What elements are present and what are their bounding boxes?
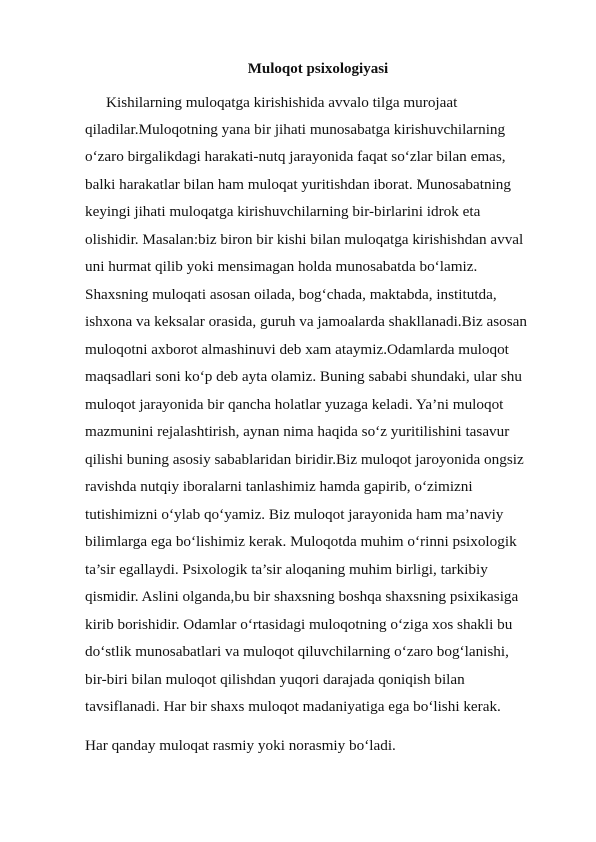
paragraph-line: mazmunini rejalashtirish, aynan nima haqida so‘z yuritilishini tasavur [85,423,510,440]
paragraph-line: o‘zaro birgalikdagi harakati-nutq jarayonida faqat so‘zlar bilan emas, [85,148,506,165]
paragraph-line: Kishilarning muloqatga kirishishida avvalo tilga murojaat [106,94,458,111]
paragraph-line: keyingi jihati muloqatga kirishuvchilarning bir-birlarini idrok eta [85,203,481,220]
document-title: Muloqot psixologiyasi [247,61,389,77]
paragraph-line: Har qanday muloqat rasmiy yoki norasmiy bo‘ladi. [85,737,396,754]
paragraph-line: qilishi buning asosiy sabablaridan biridir.Biz muloqot jaroyonida ongsiz [85,451,524,468]
paragraph-line: ravishda nutqiy iboralarni tanlashimiz hamda gapirib, o‘zimizni [85,478,473,495]
paragraph-line: bir-biri bilan muloqot qilishdan yuqori darajada qoniqish bilan [85,671,465,688]
paragraph-line: tutishimizni o‘ylab qo‘yamiz. Biz muloqot jarayonida ham ma’naviy [85,506,504,523]
paragraph-line: qismidir. Aslini olganda,bu bir shaxsning boshqa shaxsning psixikasiga [85,588,519,605]
paragraph-line: tavsiflanadi. Har bir shaxs muloqot madaniyatiga ega bo‘lishi kerak. [85,698,501,715]
paragraph-line: bilimlarga ega bo‘lishimiz kerak. Muloqotda muhim o‘rinni psixologik [85,533,517,550]
paragraph-line: kirib borishidir. Odamlar o‘rtasidagi muloqotning o‘ziga xos shakli bu [85,616,513,633]
paragraph-line: ishxona va keksalar orasida, guruh va jamoalarda shakllanadi.Biz asosan [85,313,527,330]
paragraph-line: do‘stlik munosabatlari va muloqot qiluvchilarning o‘zaro bog‘lanishi, [85,643,509,660]
paragraph-line: muloqotni axborot almashinuvi deb xam ataymiz.Odamlarda muloqot [85,341,509,358]
paragraph-line: uni hurmat qilib yoki mensimagan holda munosabatda bo‘lamiz. [85,258,478,275]
paragraph-line: balki harakatlar bilan ham muloqat yuritishdan iborat. Munosabatning [85,176,511,193]
paragraph-line: qiladilar.Muloqotning yana bir jihati munosabatga kirishuvchilarning [85,121,506,138]
paragraph-line: olishidir. Masalan:biz biron bir kishi bilan muloqatga kirishishdan avval [85,231,524,248]
paragraph-line: muloqot jarayonida bir qancha holatlar yuzaga keladi. Ya’ni muloqot [85,396,504,413]
paragraph-line: maqsadlari soni ko‘p deb ayta olamiz. Buning sababi shundaki, ular shu [85,368,522,385]
paragraph-line: Shaxsning muloqati asosan oilada, bog‘chada, maktabda, institutda, [85,286,497,303]
paragraph-line: ta’sir egallaydi. Psixologik ta’sir aloqaning muhim birligi, tarkibiy [85,561,488,578]
